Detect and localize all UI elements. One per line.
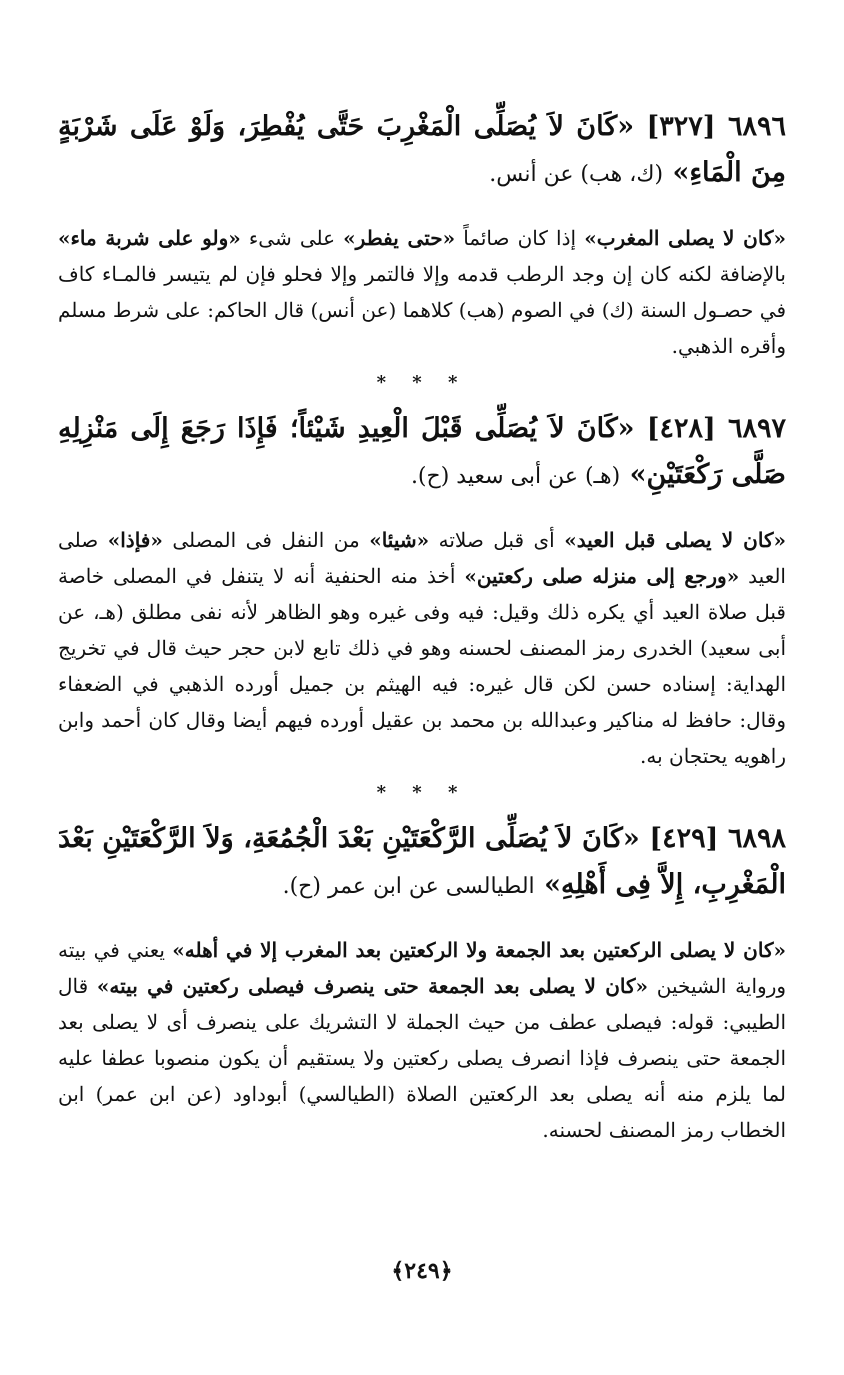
hadith-matn: «كَانَ لاَ يُصَلِّى الْمَغْرِبَ حَتَّى يُفْطِرَ، وَلَوْ عَلَى شَرْبَةٍ مِنَ الْمَاءِ» — [58, 111, 786, 188]
commentary — [58, 932, 786, 1148]
commentary — [58, 522, 786, 774]
commentary-text: صلى العيد — [58, 528, 786, 588]
commentary-text: بالإضافة لكنه كان إن وجد الرطب قدمه وإلا فالتمر وإلا فحلو فإن لم يتيسر فالمـاء كاف في حصـول السنة (ك) في الصوم (هب) كلاهما (عن أنس) قال الحاكم: على شرط مسلم وأقره الذهبي. — [58, 262, 787, 358]
commentary — [58, 220, 786, 364]
commentary-text: أى قبل صلاته — [429, 528, 565, 552]
hadith-source: (ك، هب) عن أنس. — [489, 162, 664, 187]
quoted-phrase: «ورجع إلى منزله صلى ركعتين» — [464, 564, 740, 588]
section-separator: * * * — [376, 372, 468, 393]
hadith-number: ٦٨٩٦ — [728, 111, 787, 142]
hadith-text — [58, 104, 786, 198]
hadith-ref: [٤٢٨] — [646, 413, 716, 444]
commentary-text: من النفل فى المصلى — [162, 528, 370, 552]
section-separator: * * * — [376, 782, 468, 803]
hadith-entry-6898 — [58, 816, 786, 1148]
hadith-entry-6896 — [58, 104, 786, 364]
hadith-ref: [٤٢٩] — [649, 823, 719, 854]
hadith-number: ٦٨٩٧ — [727, 413, 786, 444]
quoted-phrase: «ولو على شربة ماء» — [58, 226, 241, 250]
hadith-ref: [٣٢٧] — [646, 111, 716, 142]
commentary-text: أخذ منه الحنفية أنه لا يتنفل في المصلى خاصة قبل صلاة العيد أي يكره ذلك وقيل: فيه وفى غيره وهو الظاهر لأنه نفى مطلق (هـ، عن أبى سعيد) الخدرى رمز المصنف لحسنه وهو في ذلك تابع لابن حجر حيث قال في تخريج الهداية: إسناده حسن لكن قال غيره: فيه الهيثم بن جميل أورده الذهبي في الضعفاء وقال: حافظ له مناكير وعبدالله بن محمد بن عقيل أورده فيهم أيضا وقال كان أحمد وابن راهويه يحتجان به. — [58, 564, 786, 768]
quoted-phrase: «كان لا يصلى قبل العيد» — [564, 528, 786, 552]
quoted-phrase: «كان لا يصلى المغرب» — [584, 226, 786, 250]
commentary-text: قال الطيبي: قوله: فيصلى عطف من حيث الجملة لا التشريك على ينصرف أى لا يصلى بعد الجمعة حتى ينصرف فإذا انصرف يصلى ركعتين ولا يستقيم أن يكون منصوبا عطفا عليه لما يلزم منه أنه يصلى بعد الركعتين الصلاة (الطيالسي) أبوداود (عن ابن عمر) ابن الخطاب رمز المصنف لحسنه. — [58, 974, 787, 1142]
hadith-number: ٦٨٩٨ — [727, 823, 786, 854]
hadith-source: (هـ) عن أبى سعيد (ح). — [410, 464, 621, 489]
hadith-entry-6897 — [58, 406, 786, 774]
hadith-text — [58, 816, 786, 910]
commentary-text: يعني في بيته ورواية الشيخين — [58, 938, 787, 998]
commentary-text: إذا كان صائماً — [455, 226, 585, 250]
quoted-phrase: «كان لا يصلى بعد الجمعة حتى ينصرف فيصلى ركعتين في بيته» — [96, 974, 649, 998]
page-number: ﴿٢٤٩﴾ — [391, 1258, 453, 1284]
hadith-source: الطيالسى عن ابن عمر (ح). — [282, 874, 535, 899]
quoted-phrase: «فإذا» — [107, 528, 163, 552]
commentary-text: على شىء — [240, 226, 344, 250]
quoted-phrase: «كان لا يصلى الركعتين بعد الجمعة ولا الركعتين بعد المغرب إلا في أهله» — [172, 938, 786, 962]
hadith-matn: «كَانَ لاَ يُصَلِّى الرَّكْعَتَيْنِ بَعْدَ الْجُمُعَةِ، وَلاَ الرَّكْعَتَيْنِ بَعْدَ الْمَغْرِبِ، إِلاَّ فِى أَهْلِهِ» — [58, 823, 786, 900]
quoted-phrase: «حتى يفطر» — [343, 226, 456, 250]
hadith-text — [58, 406, 786, 500]
quoted-phrase: «شيئا» — [369, 528, 430, 552]
hadith-matn: «كَانَ لاَ يُصَلِّى قَبْلَ الْعِيدِ شَيْئاً؛ فَإِذَا رَجَعَ إِلَى مَنْزِلِهِ صَلَّى رَكْعَتَيْنِ» — [58, 413, 786, 490]
